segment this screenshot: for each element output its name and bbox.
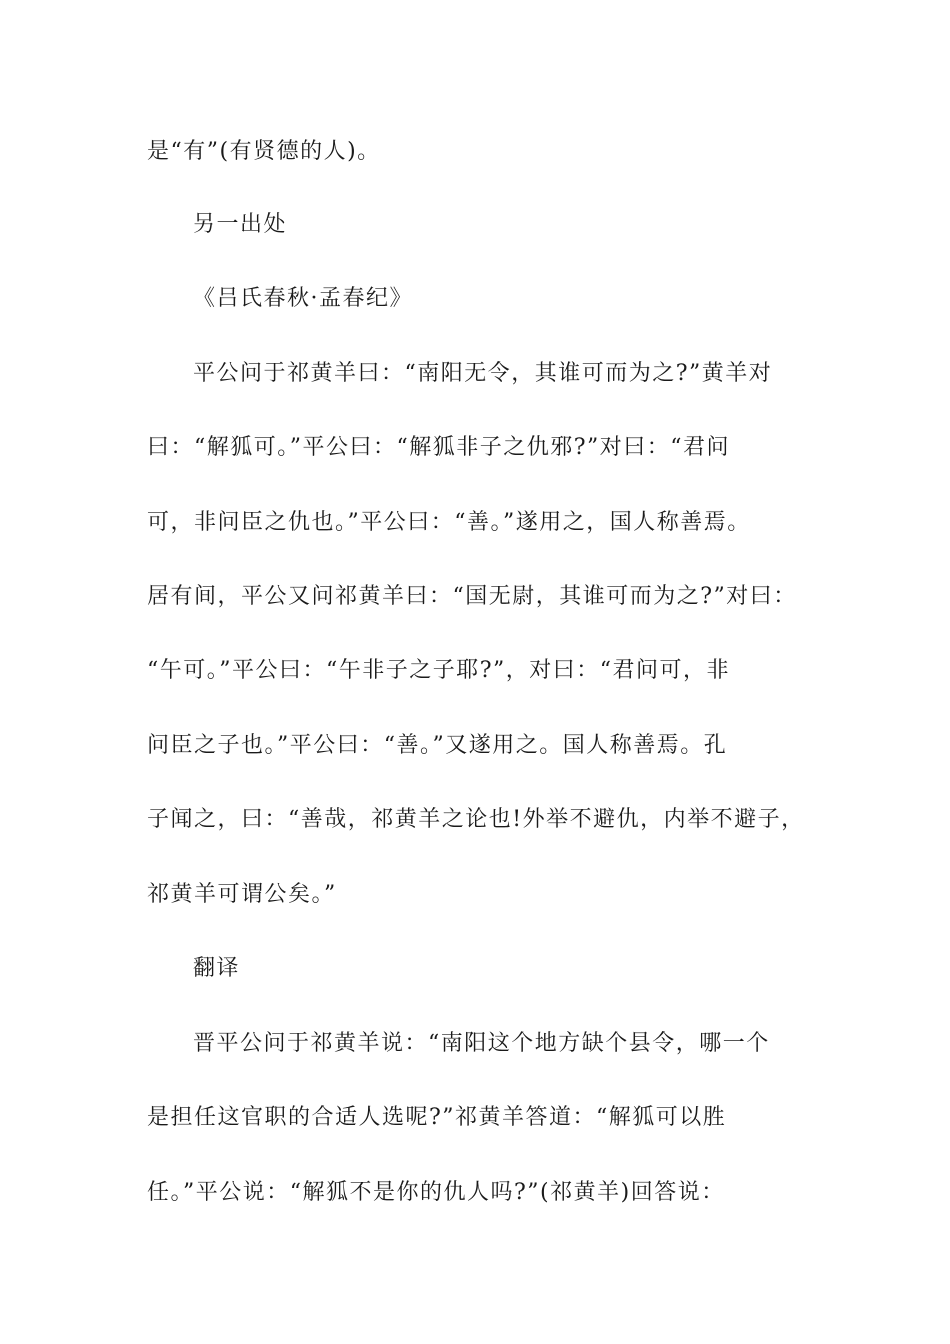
text-line: 平公问于祁黄羊曰：“南阳无令，其谁可而为之?”黄羊对 <box>193 361 773 386</box>
text-line: 子闻之，曰：“善哉，祁黄羊之论也!外举不避仇，内举不避子， <box>147 807 805 832</box>
text-line: 祁黄羊可谓公矣。” <box>147 882 337 907</box>
source-title: 《吕氏春秋·孟春纪》 <box>193 286 413 311</box>
text-line: 曰：“解狐可。”平公曰：“解狐非子之仇邪?”对曰：“君问 <box>147 435 731 460</box>
text-line: 问臣之子也。”平公曰：“善。”又遂用之。国人称善焉。孔 <box>147 733 728 758</box>
section-heading: 另一出处 <box>193 212 288 237</box>
text-line: 任。”平公说：“解狐不是你的仇人吗?”(祁黄羊)回答说： <box>147 1180 725 1205</box>
text-line: 可，非问臣之仇也。”平公曰：“善。”遂用之，国人称善焉。 <box>147 510 751 535</box>
text-line: 居有间，平公又问祁黄羊曰：“国无尉，其谁可而为之?”对曰： <box>147 584 797 609</box>
text-line: 是担任这官职的合适人选呢?”祁黄羊答道：“解狐可以胜 <box>147 1105 727 1130</box>
section-heading: 翻译 <box>193 956 241 981</box>
text-line: 是“有”(有贤德的人)。 <box>147 139 381 164</box>
text-line: 晋平公问于祁黄羊说：“南阳这个地方缺个县令，哪一个 <box>193 1031 770 1056</box>
text-line: “午可。”平公曰：“午非子之子耶?”，对曰：“君问可，非 <box>147 658 731 683</box>
